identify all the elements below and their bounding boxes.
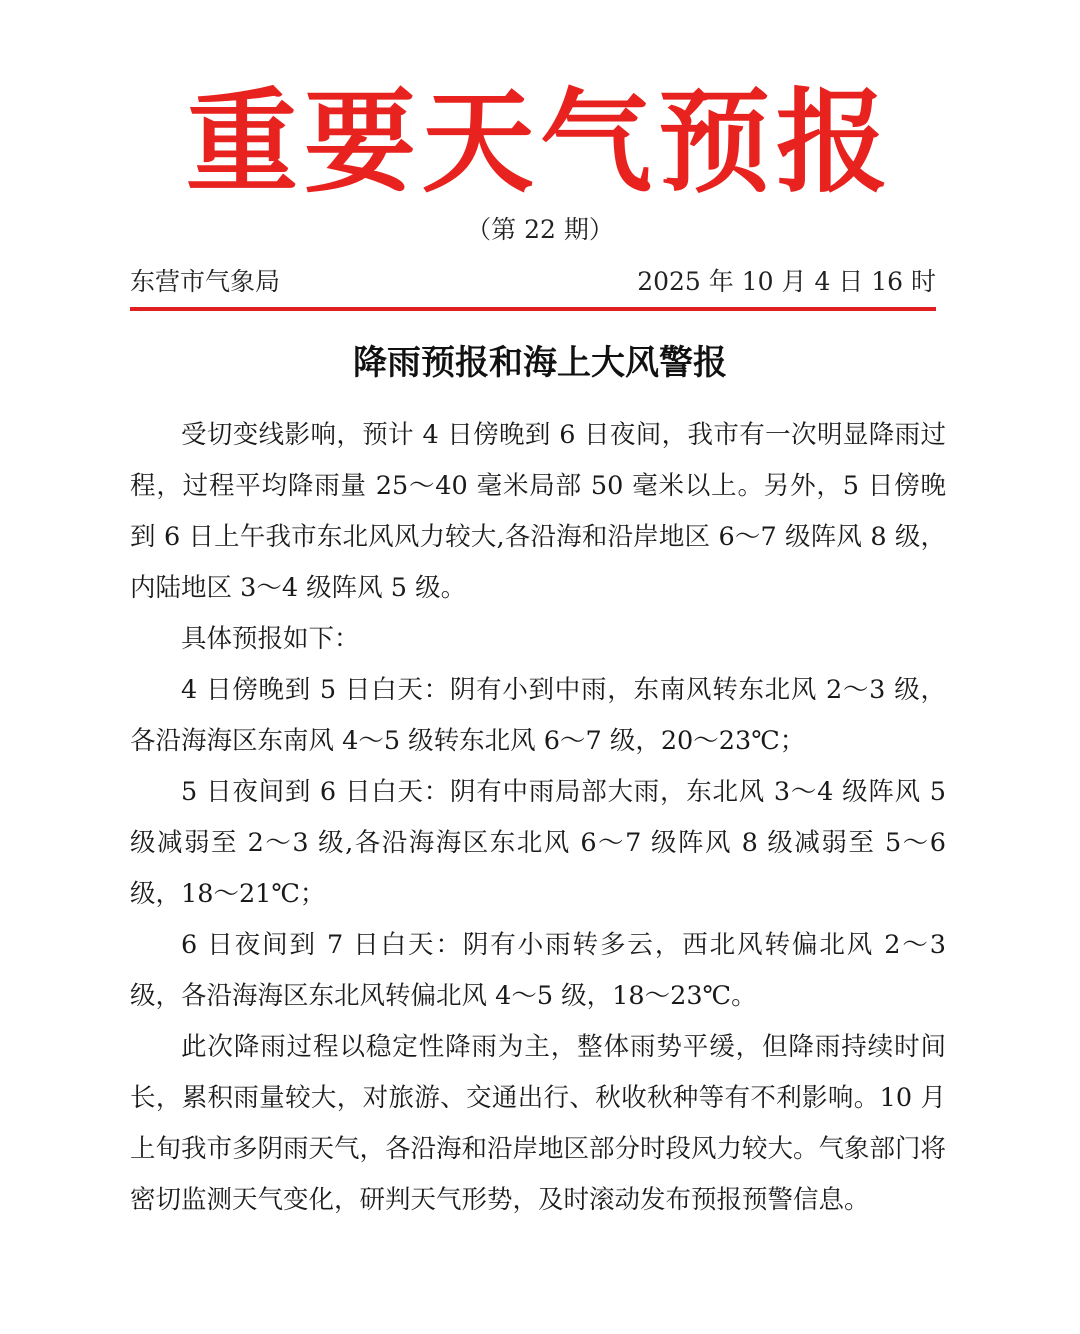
issue-number: （第 22 期） — [466, 215, 614, 244]
masthead-title: 重要天气预报 — [186, 77, 894, 208]
paragraph-forecast-day2: 5 日夜间到 6 日白天：阴有中雨局部大雨，东北风 3～4 级阵风 5 级减弱至 2～3 级,各沿海海区东北风 6～7 级阵风 8 级减弱至 5～6 级，18～21℃； — [130, 777, 946, 909]
paragraph-forecast-intro: 具体预报如下： — [181, 624, 360, 654]
paragraph-summary: 受切变线影响，预计 4 日傍晚到 6 日夜间，我市有一次明显降雨过程，过程平均降雨量 25～40 毫米局部 50 毫米以上。另外，5 日傍晚到 6 日上午我市东北风风力较大,各沿海和沿岸地区 6～7 级阵风 8 级，内陆地区 3～4 级阵风 5 级。 — [130, 420, 946, 603]
issuer-row — [130, 262, 936, 302]
paragraph-impact-advice: 此次降雨过程以稳定性降雨为主，整体雨势平缓，但降雨持续时间长，累积雨量较大，对旅游、交通出行、秋收秋种等有不利影响。10 月上旬我市多阴雨天气，各沿海和沿岸地区部分时段风力较大。气象部门将密切监测天气变化，研判天气形势，及时滚动发布预报预警信息。 — [130, 1032, 947, 1215]
document-body — [130, 410, 946, 1226]
header-divider — [130, 307, 936, 311]
paragraph-forecast-day1: 4 日傍晚到 5 日白天：阴有小到中雨，东南风转东北风 2～3 级，各沿海海区东南风 4～5 级转东北风 6～7 级，20～23℃； — [130, 675, 946, 756]
paragraph-forecast-day3: 6 日夜间到 7 日白天：阴有小雨转多云，西北风转偏北风 2～3 级，各沿海海区东北风转偏北风 4～5 级，18～23℃。 — [130, 930, 946, 1011]
issuer-name: 东营市气象局 — [130, 267, 281, 296]
issue-time: 2025 年 10 月 4 日 16 时 — [637, 267, 936, 296]
document-title: 降雨预报和海上大风警报 — [353, 343, 727, 383]
